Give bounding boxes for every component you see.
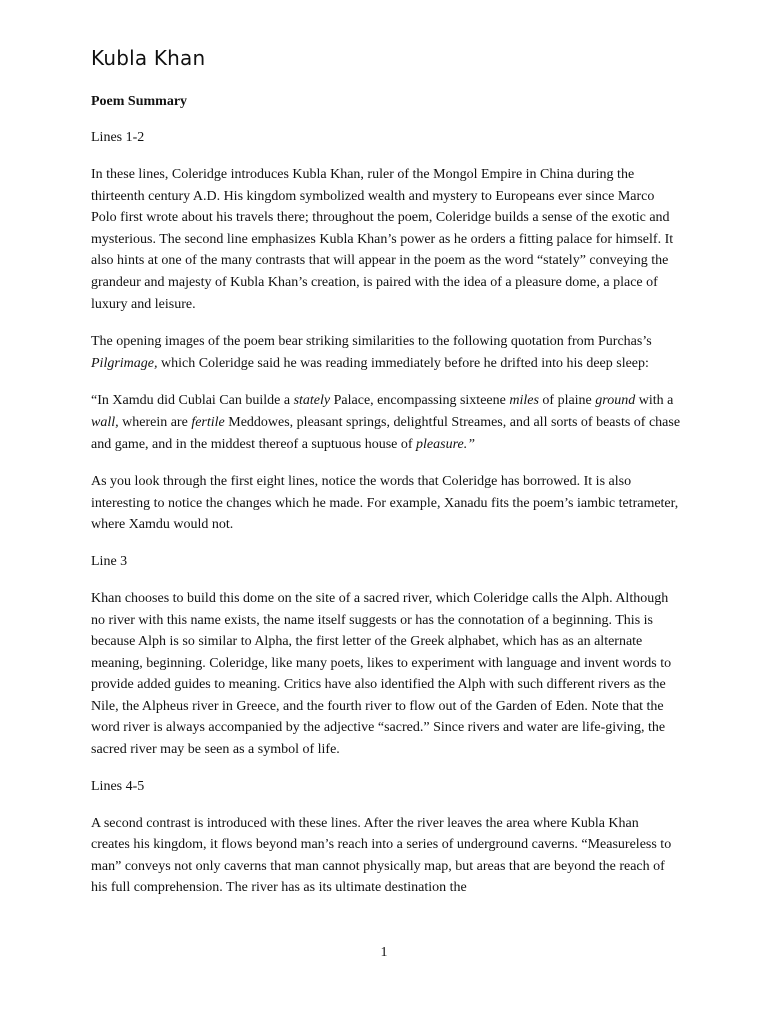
italic-word: ground <box>595 393 636 409</box>
text-segment: which Coleridge said he was reading immediately before he drifted into his deep sleep: <box>157 355 649 371</box>
text-segment: The opening images of the poem bear striking similarities to the following quotation from Purchas’s <box>91 334 652 350</box>
text-segment: with a <box>635 393 674 409</box>
text-segment: wherein are <box>118 414 192 430</box>
text-segment: Meddowes, pleasant springs, delightful Streames, and all sorts of beasts of chase and game, and in the middest thereof a suptuous house of <box>91 414 681 452</box>
section-heading-poem-summary: Poem Summary <box>91 94 188 109</box>
subheading-line-3: Line 3 <box>91 553 128 569</box>
paragraph-lines-1-2-intro: In these lines, Coleridge introduces Kubla Khan, ruler of the Mongol Empire in China during the thirteenth century A.D. His kingdom symbolized wealth and mystery to Europeans ever since Marco Polo first wrote about his travels there; throughout the poem, Coleridge builds a sense of the exotic and mysterious. The second line emphasizes Kubla Khan’s power as he orders a fitting palace for himself. It also hints at one of the many contrasts that will appear in the poem as the word “stately” conveying the grandeur and majesty of Kubla Khan’s creation, is paired with the idea of a pleasure dome, a place of luxury and leisure. <box>91 167 674 312</box>
italic-word: miles <box>509 393 539 409</box>
italic-word: wall, <box>91 414 119 430</box>
quotation-purchas <box>91 390 681 455</box>
paragraph-borrowed-words: As you look through the first eight lines, notice the words that Coleridge has borrowed. It is also interesting to notice the changes which he made. For example, Xanadu fits the poem’s iambic tetrameter, where Xamdu would not. <box>91 474 679 533</box>
italic-word: pleasure.” <box>416 436 476 452</box>
subheading-lines-4-5: Lines 4-5 <box>91 778 145 794</box>
page-number: 1 <box>380 945 388 960</box>
italic-word: fertile <box>191 414 225 430</box>
paragraph-line-3: Khan chooses to build this dome on the site of a sacred river, which Coleridge calls the Alph. Although no river with this name exists, the name itself suggests or has the connotation of a beginning. This is because Alph is so similar to Alpha, the first letter of the Greek alphabet, which has as an alternate meaning, beginning. Coleridge, like many poets, likes to experiment with language and invent words to provide added guides to meaning. Critics have also identified the Alph with such different rivers as the Nile, the Alpheus river in Greece, and the fourth river to flow out of the Garden of Eden. Note that the word river is always accompanied by the adjective “sacred.” Since rivers and water are life-giving, the sacred river may be seen as a symbol of life. <box>91 590 672 758</box>
text-segment: “In Xamdu did Cublai Can builde a <box>91 393 294 409</box>
text-segment: of plaine <box>538 393 596 409</box>
italic-word: stately <box>293 393 331 409</box>
text-segment: Palace, encompassing sixteene <box>330 393 510 409</box>
paragraph-lines-4-5: A second contrast is introduced with these lines. After the river leaves the area where Kubla Khan creates his kingdom, it flows beyond man’s reach into a series of underground caverns. “Measureless to man” conveys not only caverns that man cannot physically map, but areas that are beyond the reach of his full comprehension. The river has as its ultimate destination the <box>91 815 672 896</box>
italic-title-pilgrimage: Pilgrimage, <box>91 355 158 371</box>
page-content <box>91 44 681 899</box>
paragraph-purchas-reference <box>91 331 681 374</box>
subheading-lines-1-2: Lines 1-2 <box>91 130 145 145</box>
document-title: Kubla Khan <box>91 46 206 70</box>
